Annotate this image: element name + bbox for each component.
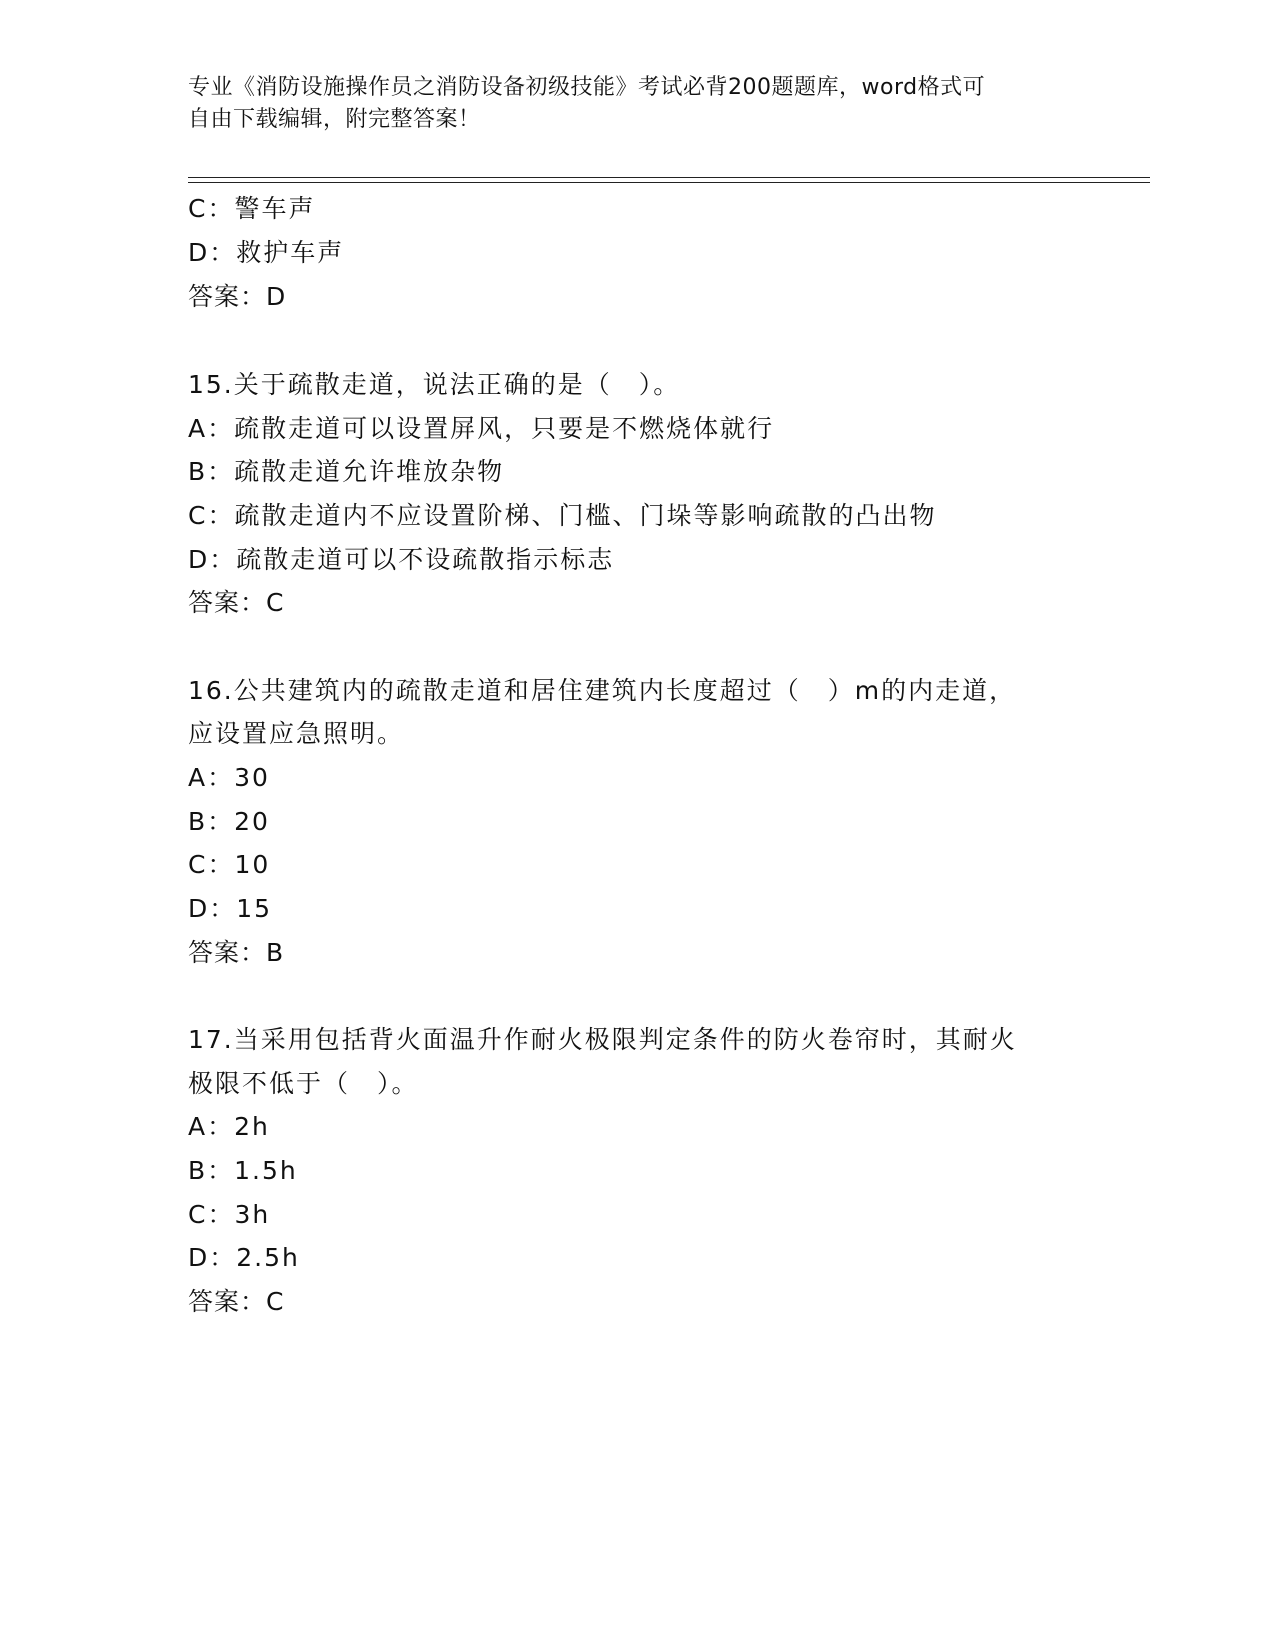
q15-option-d: D：疏散走道可以不设疏散指示标志 <box>188 545 615 574</box>
q17-stem-line-1: 17.当采用包括背火面温升作耐火极限判定条件的防火卷帘时，其耐火 <box>188 1025 1017 1054</box>
q16-option-b: B：20 <box>188 807 270 836</box>
q16-stem-line-1: 16.公共建筑内的疏散走道和居住建筑内长度超过（ ）m的内走道， <box>188 676 1017 705</box>
q15-option-a: A：疏散走道可以设置屏风，只要是不燃烧体就行 <box>188 414 775 443</box>
header-divider-top <box>188 177 1150 178</box>
q14-option-d: D：救护车声 <box>188 238 345 267</box>
q17-answer: 答案：C <box>188 1287 285 1316</box>
q16-answer: 答案：B <box>188 938 285 967</box>
q17-option-d: D：2.5h <box>188 1243 300 1272</box>
q15-stem: 15.关于疏散走道，说法正确的是（ ）。 <box>188 370 681 399</box>
q17-option-b: B：1.5h <box>188 1156 298 1185</box>
q14-answer: 答案：D <box>188 282 287 311</box>
q17-option-a: A：2h <box>188 1112 270 1141</box>
q15-answer: 答案：C <box>188 588 285 617</box>
q16-option-a: A：30 <box>188 763 270 792</box>
q16-stem-line-2: 应设置应急照明。 <box>188 719 405 748</box>
header-divider-bottom <box>188 182 1150 183</box>
header-title-line-2: 自由下载编辑，附完整答案！ <box>188 107 481 132</box>
document-header <box>188 72 1088 136</box>
q15-option-b: B：疏散走道允许堆放杂物 <box>188 457 505 486</box>
q16-option-d: D：15 <box>188 894 273 923</box>
q17-stem-line-2: 极限不低于（ ）。 <box>188 1069 419 1098</box>
q15-option-c: C：疏散走道内不应设置阶梯、门槛、门垛等影响疏散的凸出物 <box>188 501 937 530</box>
q16-option-c: C：10 <box>188 850 271 879</box>
q17-option-c: C：3h <box>188 1200 271 1229</box>
q14-option-c: C：警车声 <box>188 194 316 223</box>
header-title-line-1: 专业《消防设施操作员之消防设备初级技能》考试必背200题题库，word格式可 <box>188 75 986 100</box>
